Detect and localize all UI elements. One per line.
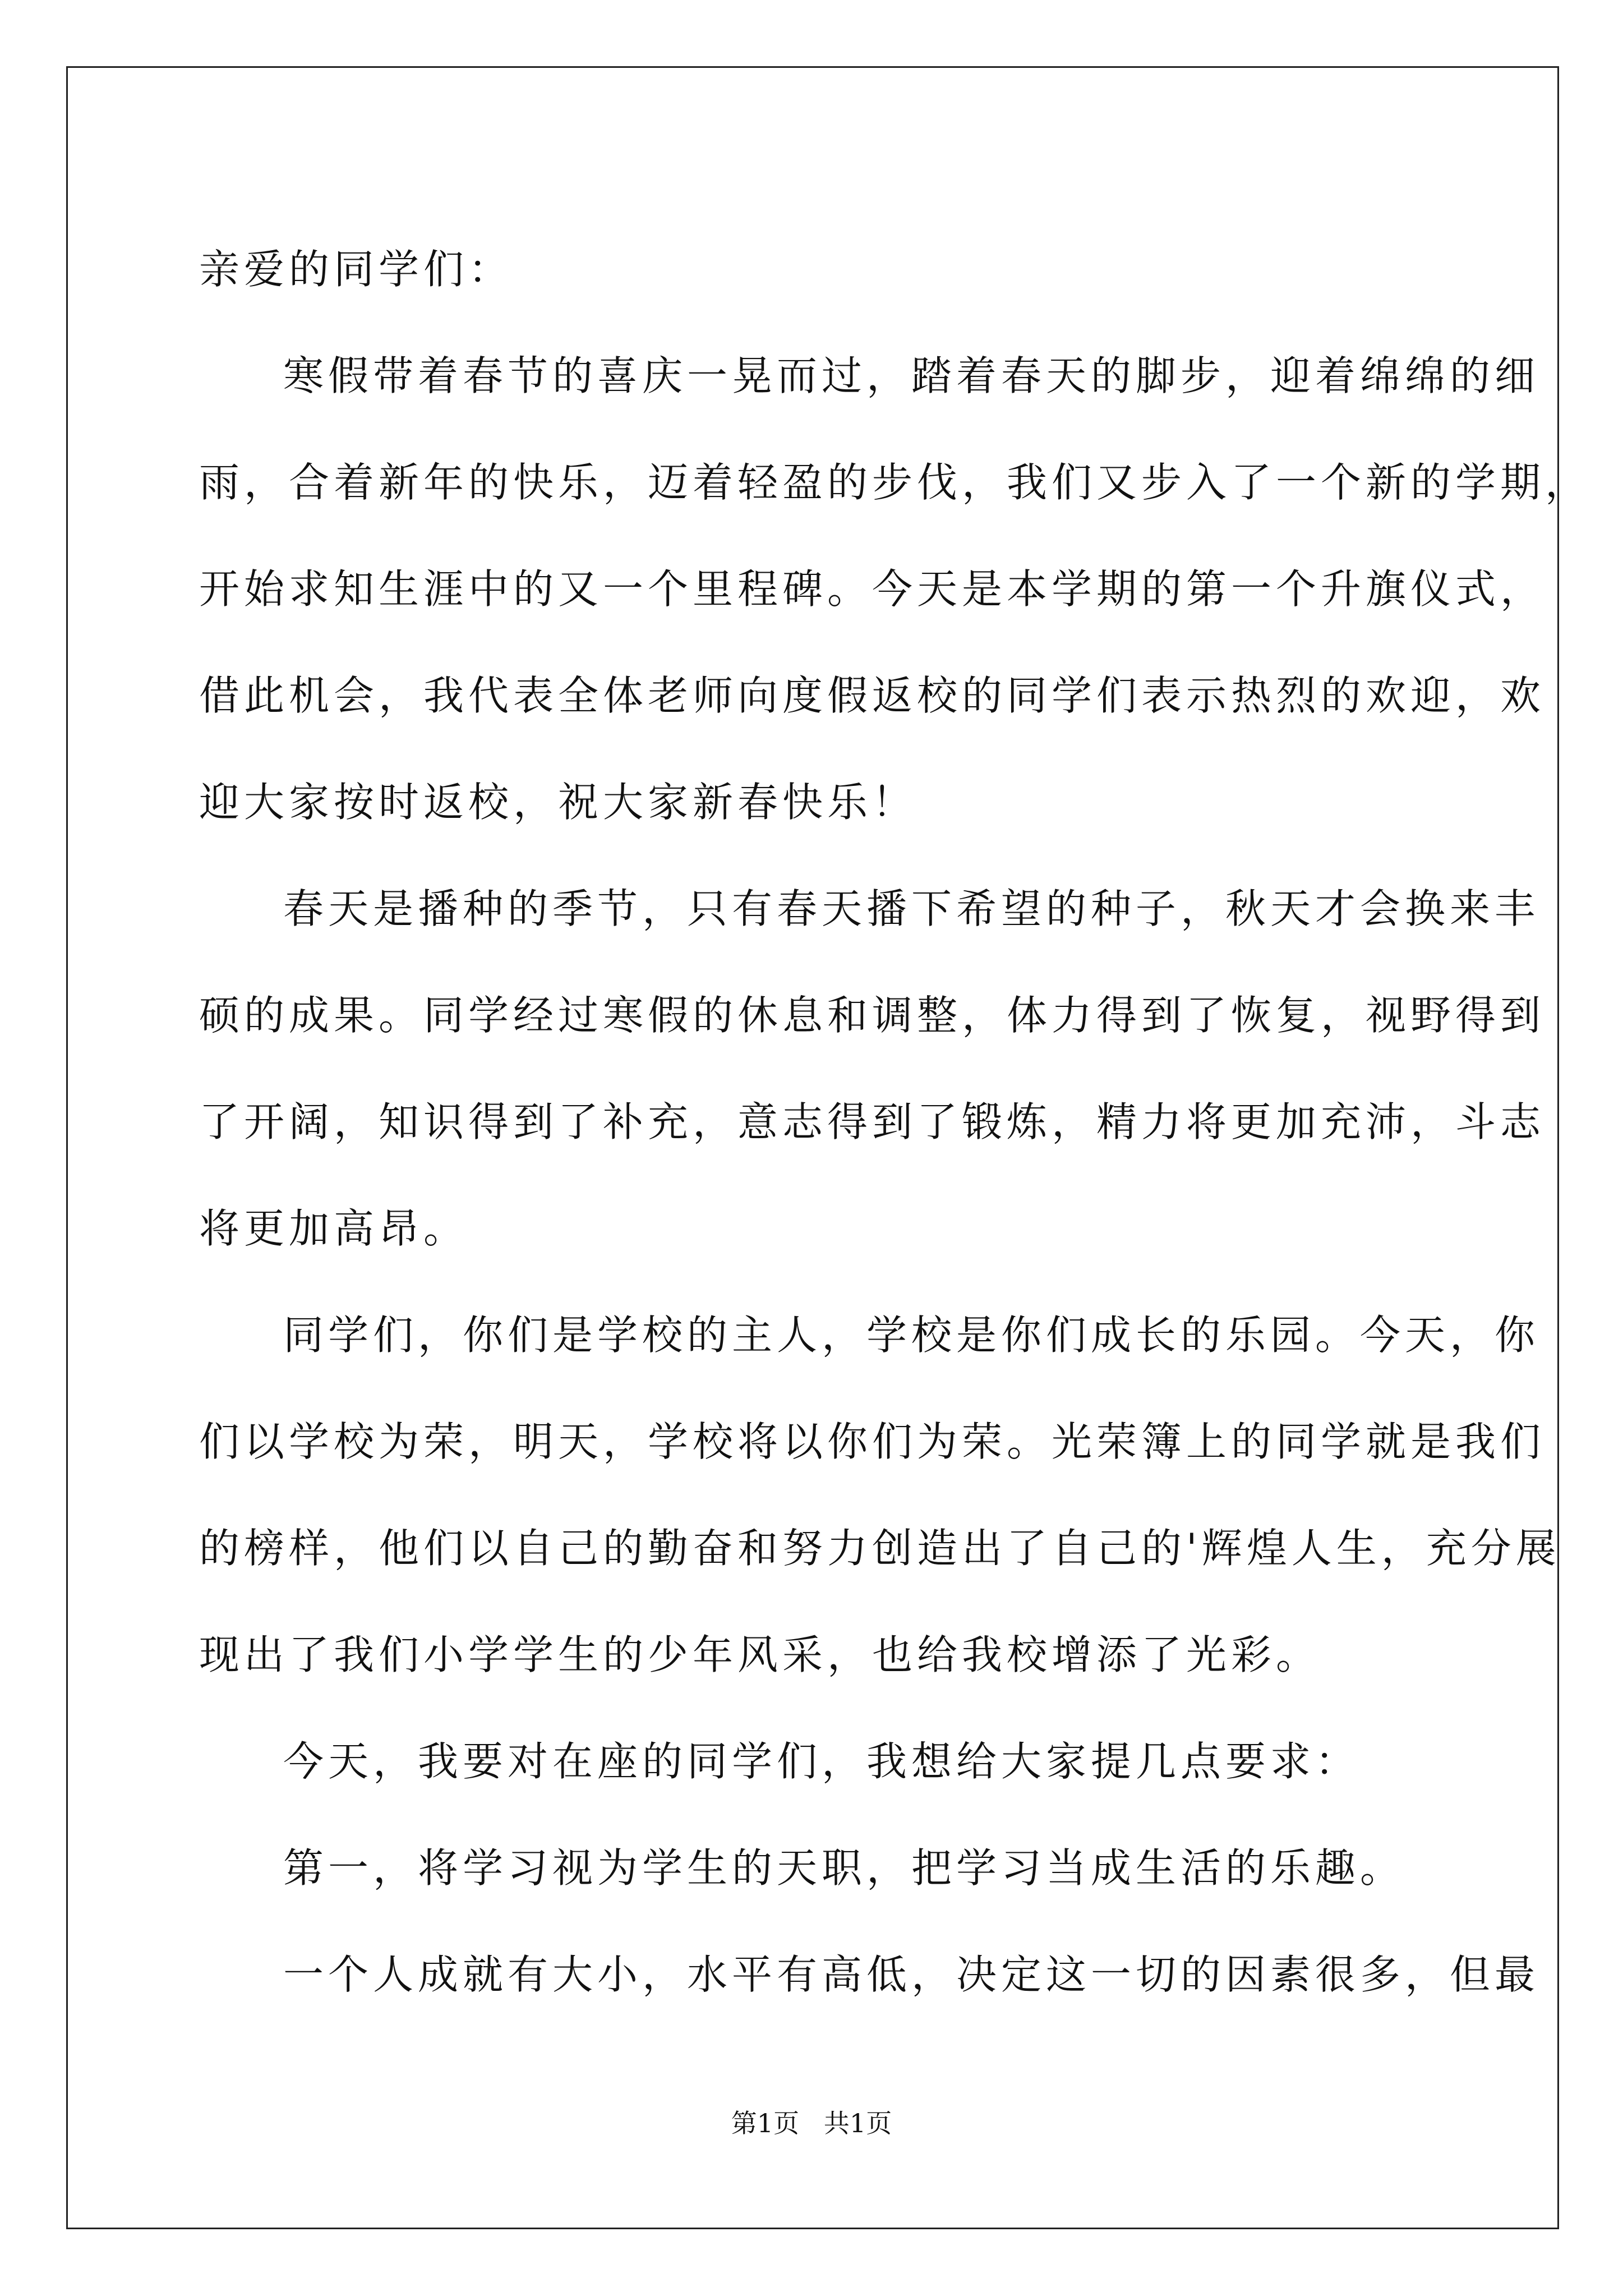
- text-line: 今天，我要对在座的同学们，我想给大家提几点要求：: [283, 1738, 1361, 1785]
- page-number-footer: 第1页 共1页: [731, 2108, 892, 2138]
- text-line: 同学们，你们是学校的主人，学校是你们成长的乐园。今天，你: [283, 1312, 1540, 1359]
- text-line: 迎大家按时返校，祝大家新春快乐！: [199, 779, 917, 826]
- text-line: 雨，合着新年的快乐，迈着轻盈的步伐，我们又步入了一个新的学期，: [199, 459, 1590, 506]
- text-line: 一个人成就有大小，水平有高低，决定这一切的因素很多，但最: [283, 1951, 1540, 1998]
- text-line: 春天是播种的季节，只有春天播下希望的种子，秋天才会换来丰: [283, 885, 1540, 932]
- document-body: [199, 216, 1590, 2028]
- text-line: 寒假带着春节的喜庆一晃而过，踏着春天的脚步，迎着绵绵的细: [283, 352, 1540, 399]
- text-line: 现出了我们小学学生的少年风采，也给我校增添了光彩。: [199, 1631, 1321, 1678]
- text-line: 硕的成果。同学经过寒假的休息和调整，体力得到了恢复，视野得到: [199, 992, 1546, 1039]
- text-line: 的榜样，他们以自己的勤奋和努力创造出了自己的'辉煌人生，充分展: [199, 1525, 1561, 1572]
- text-line: 借此机会，我代表全体老师向度假返校的同学们表示热烈的欢迎，欢: [199, 672, 1546, 719]
- text-line: 亲爱的同学们：: [199, 246, 514, 293]
- text-line: 们以学校为荣，明天，学校将以你们为荣。光荣簿上的同学就是我们: [199, 1418, 1546, 1465]
- text-line: 第一，将学习视为学生的天职，把学习当成生活的乐趣。: [283, 1844, 1405, 1892]
- text-line: 了开阔，知识得到了补充，意志得到了锻炼，精力将更加充沛，斗志: [199, 1098, 1546, 1145]
- text-line: 开始求知生涯中的又一个里程碑。今天是本学期的第一个升旗仪式，: [199, 565, 1546, 613]
- text-line: 将更加高昂。: [199, 1205, 469, 1252]
